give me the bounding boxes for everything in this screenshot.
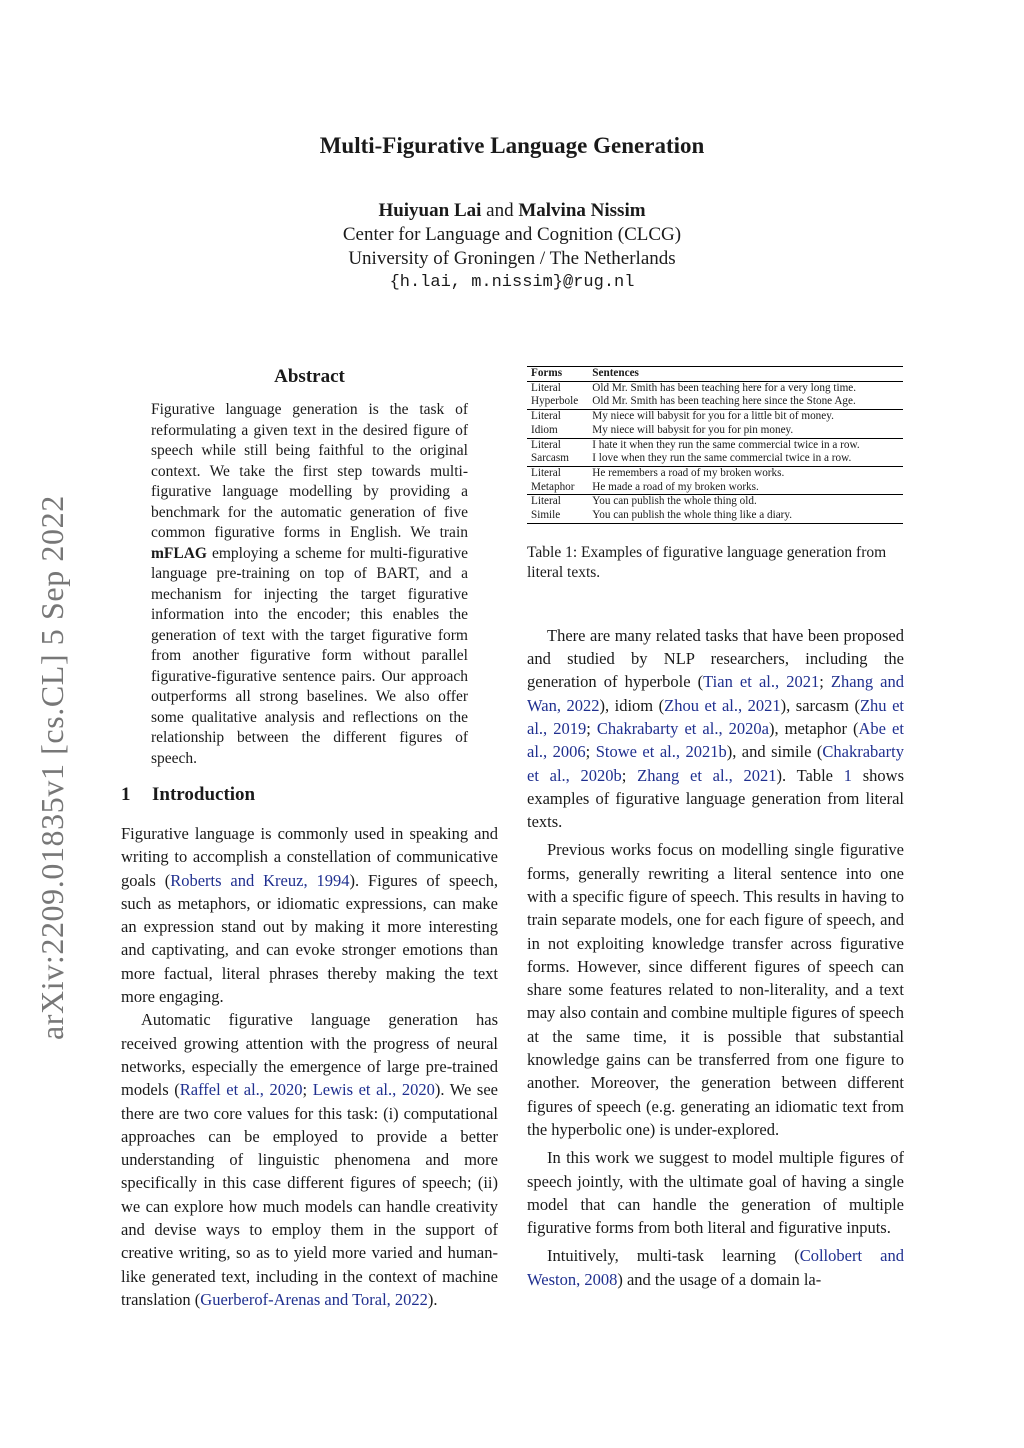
citation-link[interactable]: Chakrabarty et al., 2020b: [527, 742, 904, 785]
citation-link[interactable]: Zhang et al., 2021: [637, 765, 777, 785]
table-row: Hyperbole Old Mr. Smith has been teaching here since the Stone Age.: [527, 395, 903, 409]
citation-link[interactable]: Chakrabarty et al., 2020a: [596, 718, 769, 738]
author-block: [0, 199, 1024, 295]
citation-link[interactable]: Tian et al., 2021: [703, 672, 820, 692]
affiliation: Center for Language and Cognition (CLCG): [342, 224, 682, 245]
table-row: Metaphor He made a road of my broken works.: [527, 481, 903, 495]
citation-link[interactable]: Zhang and Wan, 2022: [527, 672, 905, 715]
table-row: Literal You can publish the whole thing old.: [531, 495, 757, 508]
table-row: Sarcasm I love when they run the same commercial twice in a row.: [527, 452, 903, 466]
paragraph: Figurative language is commonly used in speaking and writing to accomplish a constellation of communicative goals (Roberts and Kreuz, 1994). Figures of speech, such as metaphors, or idiomatic expressions, can make an expression stand out by making it more interesting and captivating, and can evoke stronger emotions than more factual, literal phrases thereby making the text more engaging.: [121, 824, 499, 1007]
abstract-title: Abstract: [274, 366, 345, 387]
section-heading-introduction: [121, 784, 498, 806]
table-row: Literal He remembers a road of my broken works.: [531, 466, 785, 479]
citation-link[interactable]: Guerberof-Arenas and Toral, 2022: [200, 1289, 428, 1309]
table-header: Forms: [527, 367, 588, 382]
column-spacer: [527, 584, 904, 624]
table-row: Idiom My niece will babysit for you for pin money.: [527, 424, 903, 438]
paragraph: Previous works focus on modelling single figurative forms, generally rewriting a literal sentence into one with a specific figure of speech. This results in having to train separate models, one for each figure of speech, and in not exploiting knowledge transfer across figurative forms. However, since different figures of speech can share some features related to non-literality, and a text may also contain and combine multiple figures of speech at the same time, it is possible that substantial knowledge gains can be transferred from one figure to another. Moreover, the generation between different figures of speech (e.g. generating an idiomatic text from the hyperbolic one) is under-explored.: [527, 840, 904, 1139]
arxiv-identifier: arXiv:2209.01835v1 [cs.CL] 5 Sep 2022: [34, 495, 70, 1040]
affiliation: University of Groningen / The Netherlands: [348, 248, 676, 269]
table-row: Literal I hate it when they run the same commercial twice in a row.: [531, 438, 860, 451]
paper-title: Multi-Figurative Language Generation: [319, 133, 705, 158]
table-header-row: [527, 367, 903, 382]
table-header: Sentences: [588, 367, 903, 382]
citation-link[interactable]: Collobert and Weston, 2008: [527, 1246, 904, 1289]
section-title: Introduction: [152, 784, 256, 805]
citation-link[interactable]: Zhou et al., 2021: [664, 695, 781, 715]
figurative-forms-table: [527, 366, 903, 524]
section-number: 1: [121, 784, 131, 805]
paragraph: In this work we suggest to model multiple figures of speech jointly, with the ultimate goal of having a single model that can handle the generation of multiple figurative forms from both literal and figurative inputs.: [527, 1148, 904, 1238]
author-name: Huiyuan Lai: [378, 200, 482, 221]
author-conjunction: and: [486, 200, 514, 221]
table-reference-link[interactable]: 1: [843, 765, 852, 785]
model-name: mFLAG: [151, 544, 207, 562]
right-column: [527, 360, 904, 1291]
left-column: [121, 360, 498, 1311]
author-name: Malvina Nissim: [518, 200, 646, 221]
citation-link[interactable]: Stowe et al., 2021b: [595, 742, 727, 762]
table-row: Literal Old Mr. Smith has been teaching here for a very long time.: [531, 381, 857, 394]
citation-link[interactable]: Abe et al., 2006: [527, 718, 904, 762]
author-email: {h.lai, m.nissim}@rug.nl: [389, 273, 635, 292]
paragraph: Intuitively, multi-task learning (Collobert and Weston, 2008) and the usage of a domain la-: [527, 1246, 904, 1289]
citation-link[interactable]: Zhu et al., 2019: [527, 695, 904, 738]
table-row: Literal My niece will babysit for you for a little bit of money.: [531, 410, 834, 423]
citation-link[interactable]: Roberts and Kreuz, 1994: [170, 870, 350, 890]
table-caption: Table 1: Examples of figurative language generation from literal texts.: [527, 543, 887, 582]
citation-link[interactable]: Raffel et al., 2020: [179, 1080, 303, 1100]
paragraph: Automatic figurative language generation has received growing attention with the progress of neural networks, especially the emergence of large pre-trained models (Raffel et al., 2020; Lewis et al., 2020). We see there are two core values for this task: (i) computational approaches can be employed to provide a better understanding of linguistic phenomena and more specifically in this case different figures of speech; (ii) we can explore how much models can handle creativity and devise ways to employ them in the support of creative writing, so as to yield more varied and human-like generated text, including in the context of machine translation (Guerberof-Arenas and Toral, 2022).: [121, 1010, 498, 1309]
citation-link[interactable]: Lewis et al., 2020: [312, 1080, 435, 1100]
table-row: Simile You can publish the whole thing like a diary.: [527, 509, 903, 523]
paragraph: There are many related tasks that have been proposed and studied by NLP researchers, including the generation of hyperbole (Tian et al., 2021; Zhang and Wan, 2022), idiom (Zhou et al., 2021), sarcasm (Zhu et al., 2019; Chakrabarty et al., 2020a), metaphor (Abe et al., 2006; Stowe et al., 2021b), and simile (Chakrabarty et al., 2020b; Zhang et al., 2021). Table 1 shows examples of figurative language generation from literal texts.: [527, 625, 905, 832]
abstract-text: Figurative language generation is the task of reformulating a given text in the desired figure of speech while still being faithful to the original context. We take the first step towards multi-figurative language modelling by providing a benchmark for the automatic generation of five common figurative forms in English. We train mFLAG employing a scheme for multi-figurative language pre-training on top of BART, and a mechanism for injecting the target figurative information into the encoder; this enables the generation of text with the target figurative form from another figurative form without parallel figurative-figurative sentence pairs. Our approach outperforms all strong baselines. We also offer some qualitative analysis and reflections on the relationship between the different figures of speech.: [151, 401, 468, 767]
